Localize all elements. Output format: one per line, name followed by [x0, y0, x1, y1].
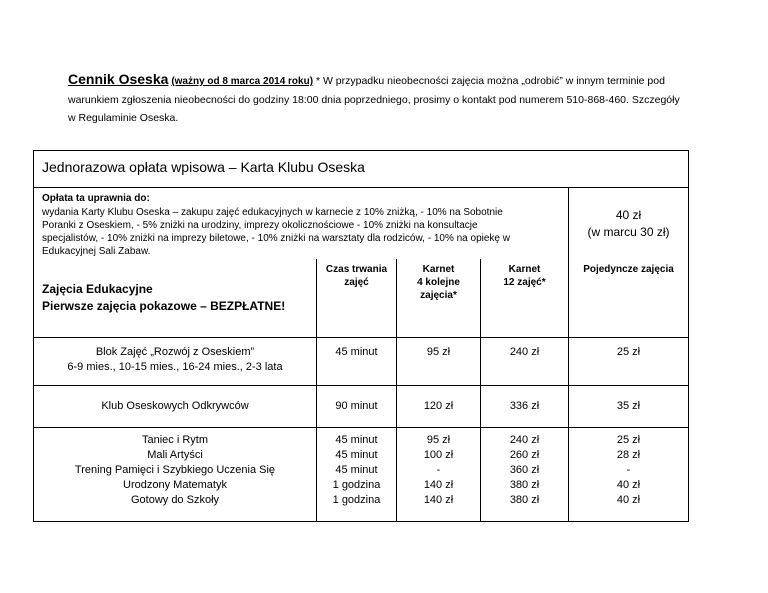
intro-text-1: * W przypadku nieobecności zajęcia można „odrobić” w innym terminie pod [313, 75, 665, 87]
col-header-line: Czas trwania [325, 264, 388, 275]
intro-text-2: warunkiem zgłoszenia nieobecności do godziny 18:00 dnia poprzedniego, prosimy o kontakt pod numerem 510-868-460. Szczegóły [68, 94, 680, 106]
class-name: Trening Pamięci i Szybkiego Uczenia Się [74, 464, 276, 476]
cell-duration: 1 godzina [332, 479, 381, 491]
fee-value: 40 zł [615, 208, 642, 222]
table-row-name [34, 345, 316, 375]
cell-single: 25 zł [616, 434, 641, 446]
cell-duration: 90 minut [335, 400, 378, 412]
registration-fee [569, 207, 688, 241]
cell-pass12: 240 zł [509, 434, 540, 446]
cell-duration: 45 minut [335, 449, 378, 461]
cell-duration: 1 godzina [332, 494, 381, 506]
cell-pass4: 120 zł [423, 400, 454, 412]
validity-date: (ważny od 8 marca 2014 roku) [171, 76, 314, 87]
benefits-line: specjalistów, - 10% zniżki na imprezy biletowe, - 10% zniżki na warsztaty dla rodziców, - 10% na opiekę w [42, 233, 510, 244]
intro-text-3: w Regulaminie Oseska. [68, 112, 179, 124]
divider [34, 337, 688, 338]
cell-pass12-group [481, 433, 568, 508]
cell-pass4: - [436, 464, 441, 476]
class-name: Urodzony Matematyk [123, 479, 227, 491]
section-title-text: Zajęcia Edukacyjne [42, 282, 153, 296]
benefits-line: wydania Karty Klubu Oseska – zakupu zajęć edukacyjnych w karnecie z 10% zniżką, - 10% na Sobotnie [42, 207, 503, 218]
cell-duration-group [317, 433, 396, 508]
divider [34, 187, 688, 188]
cell-pass12: 336 zł [509, 400, 540, 412]
class-name: Klub Oseskowych Odkrywców [101, 400, 249, 412]
class-name: Taniec i Rytm [141, 434, 209, 446]
cell-pass4: 95 zł [426, 434, 451, 446]
col-header-line: zajęć [344, 277, 369, 288]
intro-paragraph [68, 70, 708, 127]
col-header-single: Pojedyncze zajęcia [583, 264, 674, 275]
price-list-title: Cennik Oseska [68, 71, 169, 87]
col-header-pass4 [397, 263, 480, 302]
cell-pass4: 95 zł [426, 346, 451, 358]
cell-single: 40 zł [616, 494, 641, 506]
cell-pass12: 380 zł [509, 494, 540, 506]
cell-pass12: 260 zł [509, 449, 540, 461]
cell-single: 28 zł [616, 449, 641, 461]
class-name: Mali Artyści [147, 449, 203, 461]
benefits-heading: Opłata ta uprawnia do: [42, 193, 150, 204]
section-subtitle: Pierwsze zajęcia pokazowe – BEZPŁATNE! [42, 299, 286, 313]
cell-pass4: 140 zł [423, 479, 454, 491]
col-header-line: 12 zajęć* [503, 277, 546, 288]
table-row-names [34, 433, 316, 508]
price-table [33, 150, 689, 522]
cell-duration: 45 minut [335, 434, 378, 446]
cell-pass4: 140 zł [423, 494, 454, 506]
divider [34, 385, 688, 386]
cell-single: 35 zł [616, 400, 641, 412]
col-header-line: 4 kolejne [417, 277, 460, 288]
table-header-title: Jednorazowa opłata wpisowa – Karta Klubu Oseska [42, 159, 365, 175]
cell-duration: 45 minut [335, 464, 378, 476]
cell-pass12: 380 zł [509, 479, 540, 491]
cell-single: 25 zł [616, 346, 641, 358]
fee-march-value: (w marcu 30 zł) [587, 225, 670, 239]
col-header-pass12 [481, 263, 568, 289]
divider [34, 427, 688, 428]
benefits-line: Edukacyjnej Sali Zabaw. [42, 246, 151, 257]
col-header-duration [317, 263, 396, 289]
benefits-text [42, 206, 562, 258]
class-name: Gotowy do Szkoły [130, 494, 220, 506]
cell-single: 40 zł [616, 479, 641, 491]
col-header-line: Karnet [422, 264, 455, 275]
cell-single-group [569, 433, 688, 508]
cell-pass12: 360 zł [509, 464, 540, 476]
cell-pass12: 240 zł [509, 346, 540, 358]
col-header-line: zajęcia* [420, 290, 457, 301]
class-age-groups: 6-9 mies., 10-15 mies., 16-24 mies., 2-3 lata [67, 361, 283, 373]
section-title [42, 281, 285, 315]
class-name: Blok Zajęć „Rozwój z Oseskiem” [95, 346, 255, 358]
cell-pass4-group [397, 433, 480, 508]
benefits-line: Poranki z Oseskiem, - 5% zniżki na urodziny, imprezy okolicznościowe - 10% zniżki na konsultacje [42, 220, 478, 231]
cell-single: - [626, 464, 631, 476]
cell-duration: 45 minut [335, 346, 378, 358]
col-header-line: Karnet [508, 264, 541, 275]
cell-pass4: 100 zł [423, 449, 454, 461]
